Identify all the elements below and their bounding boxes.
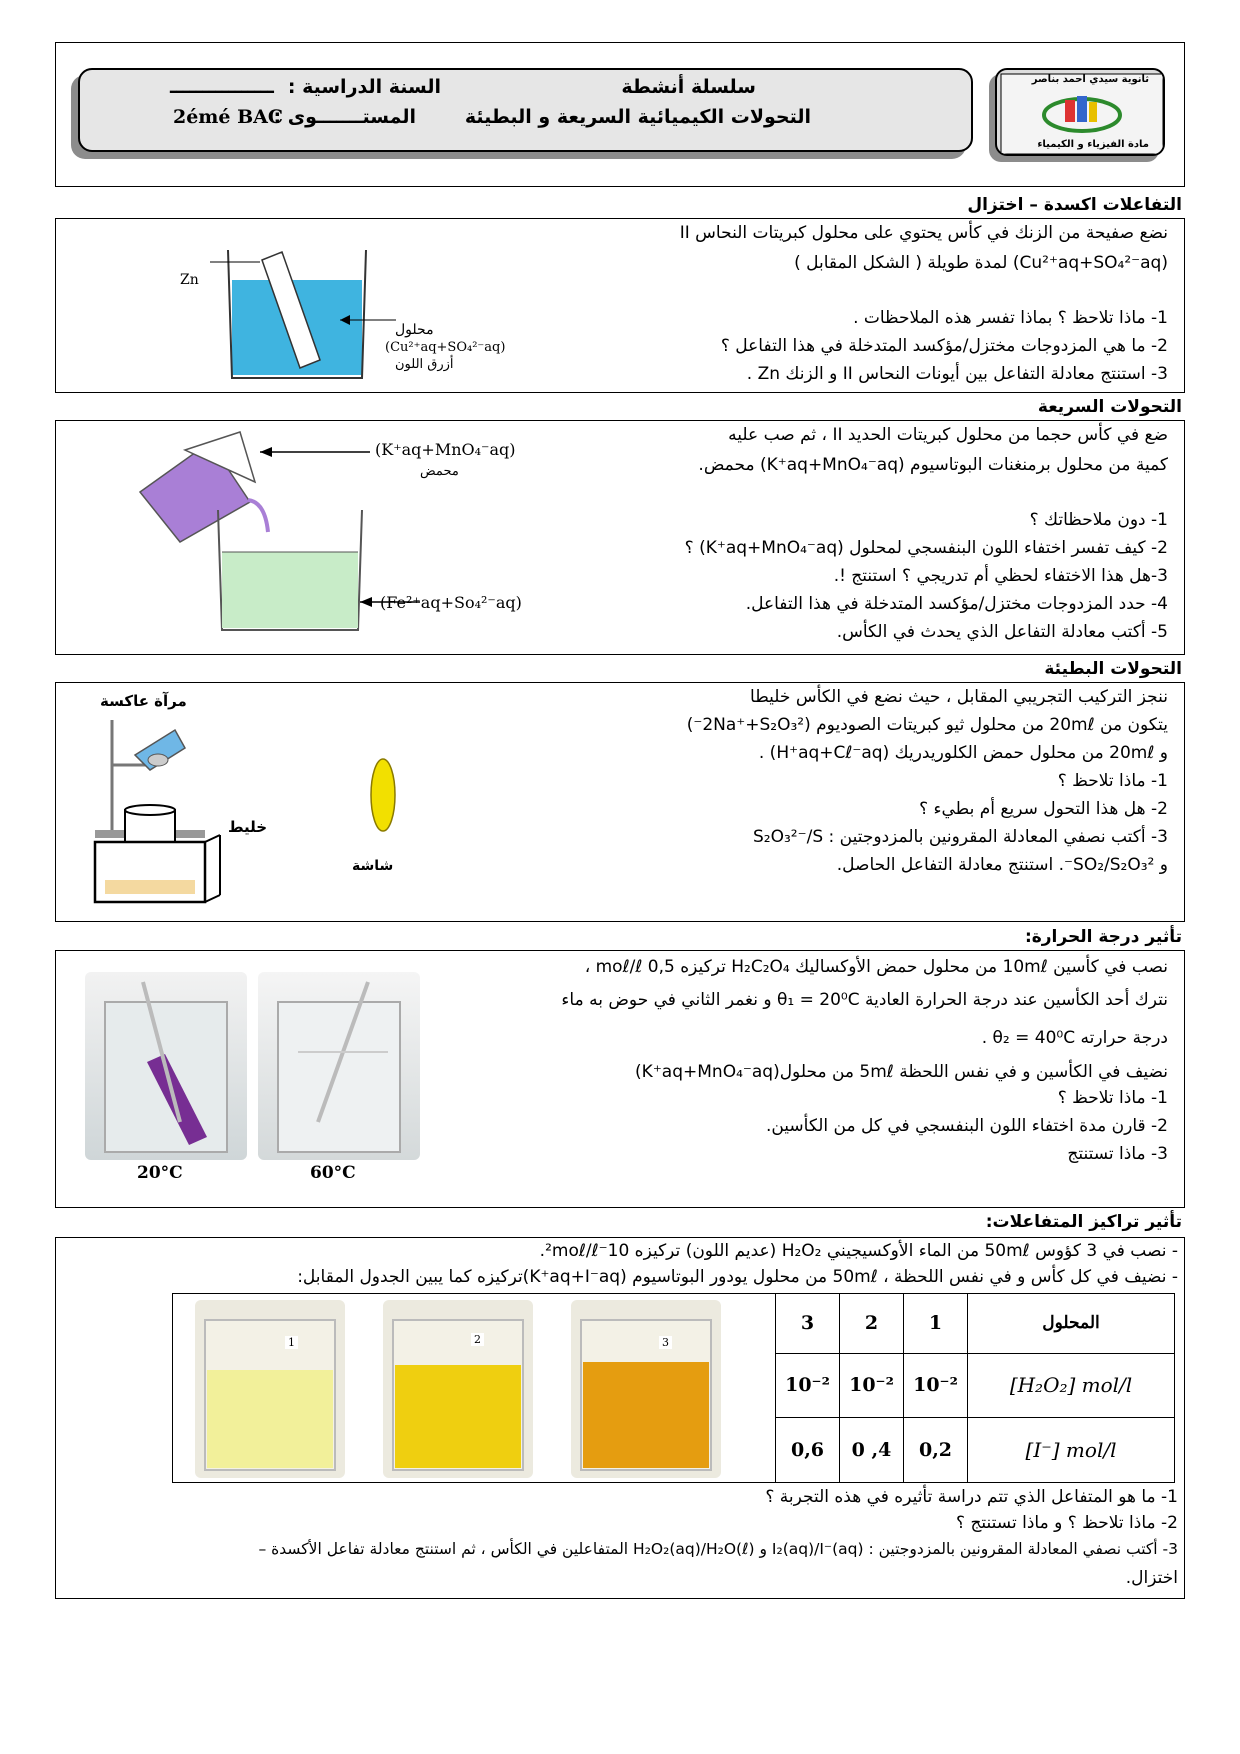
level-value: 2émé BAC — [173, 106, 284, 128]
table-cell: 10⁻² — [904, 1353, 968, 1418]
s2-question: 2- كيف تفسر اختفاء اللون البنفسجي لمحلول (K⁺aq+MnO₄⁻aq) ؟ — [684, 538, 1168, 558]
zinc-beaker-figure — [170, 240, 560, 390]
zn-label: Zn — [180, 272, 199, 288]
table-cell: 0 ,4 — [840, 1418, 904, 1483]
school-year-blank: ــــــــــــــــ — [170, 76, 274, 98]
s3-question: و SO₂/S₂O₃²⁻. استنتج معادلة التفاعل الحاصل. — [836, 855, 1168, 875]
section1-title: التفاعلات اكسدة – اختزال — [967, 195, 1182, 215]
topic-title: التحولات الكيميائية السريعة و البطيئة — [464, 106, 811, 128]
s1-question: 1- ماذا تلاحظ ؟ بماذا تفسر هذه الملاحظات . — [853, 308, 1168, 328]
logo-subject-name: مادة الفيزياء و الكيمياء — [1037, 139, 1149, 150]
permanganate-pour-figure — [130, 422, 522, 652]
table-cell: 0,6 — [776, 1418, 840, 1483]
beaker-photo-20c — [85, 972, 247, 1160]
s5-intro: - نضيف في كل كأس و في نفس اللحظة ، 50mℓ من محلول يودور البوتاسيوم (K⁺aq+I⁻aq)تركيزه كما يبين الجدول المقابل: — [297, 1267, 1178, 1287]
s3-question: 2- هل هذا التحول سريع أم بطيء ؟ — [919, 799, 1168, 819]
table-cell: [I⁻] mol/l — [968, 1418, 1175, 1483]
acidified-note: محمض — [420, 464, 459, 479]
series-title: سلسلة أنشطة — [621, 76, 756, 98]
table-header-cell: المحلول — [968, 1294, 1175, 1354]
s2-question: 3-هل هذا الاختفاء لحظي أم تدريجي ؟ استنتج !. — [833, 566, 1168, 586]
mirror-label: مرآة عاكسة — [100, 692, 187, 710]
s2-question: 1- دون ملاحظاتك ؟ — [1029, 510, 1168, 530]
title-banner — [78, 68, 973, 152]
beaker-photo-60c — [258, 972, 420, 1160]
table-cell: 0,2 — [904, 1418, 968, 1483]
photo-label-60c: 60°C — [310, 1163, 356, 1183]
s4-line: نترك أحد الكأسين عند درجة الحرارة العادية θ₁ = 20⁰C و نغمر الثاني في حوض به ماء — [561, 990, 1168, 1010]
solution-color: أزرق اللون — [395, 357, 454, 372]
table-header-cell: 3 — [776, 1294, 840, 1354]
table-row — [776, 1418, 1175, 1483]
s5-question: 2- ماذا تلاحظ ؟ و ماذا تستنتج ؟ — [956, 1513, 1178, 1533]
s2-question: 4- حدد المزدوجات مختزل/مؤكسد المتدخلة في هذا التفاعل. — [745, 594, 1168, 614]
solution-formula: (Cu²⁺aq+SO₄²⁻aq) — [385, 340, 506, 355]
school-logo — [995, 68, 1165, 156]
s1-question: 3- استنتج معادلة التفاعل بين أيونات النحاس II و الزنك Zn . — [746, 364, 1168, 384]
s4-question: 3- ماذا تستنتج — [1067, 1144, 1168, 1164]
s1-line: نضع صفيحة من الزنك في كأس يحتوي على محلول كبريتات النحاس II — [679, 223, 1168, 243]
s4-line: نصب في كأسين 10mℓ من محلول حمض الأوكساليك H₂C₂O₄ تركيزه 0,5 moℓ/ℓ ، — [584, 957, 1168, 977]
s4-question: 2- قارن مدة اختفاء اللون البنفسجي في كل من الكأسين. — [765, 1116, 1168, 1136]
level-label: المستـــــــوى : — [273, 106, 416, 128]
table-cell: [H₂O₂] mol/l — [968, 1353, 1175, 1418]
solution-label: محلول — [395, 322, 434, 338]
s2-line: كمية من محلول برمنغنات البوتاسيوم (K⁺aq+MnO₄⁻aq) محمض. — [698, 455, 1168, 475]
school-year-label: السنة الدراسية : — [287, 76, 441, 98]
table-header-cell: 1 — [904, 1294, 968, 1354]
beaker-photo-1 — [195, 1300, 345, 1478]
permanganate-formula: (K⁺aq+MnO₄⁻aq) — [375, 440, 516, 459]
table-cell: 10⁻² — [776, 1353, 840, 1418]
photo-label-20c: 20°C — [137, 1163, 183, 1183]
s5-question: 3- أكتب نصفي المعادلة المقرونين بالمزدوجتين : I₂(aq)/I⁻(aq) و H₂O₂(aq)/H₂O(ℓ) المتفاعلين في الكأس ، ثم استنتج معادلة تفاعل الأكسدة – — [258, 1540, 1178, 1558]
logo-school-name: ثانوية سيدي احمد بناصر — [1031, 74, 1149, 85]
s3-line: يتكون من 20mℓ من محلول ثيو كبريتات الصوديوم (2Na⁺+S₂O₃²⁻) — [686, 715, 1168, 735]
concentration-table — [775, 1293, 1175, 1483]
section3-title: التحولات البطيئة — [1044, 659, 1182, 679]
slow-reaction-setup-figure — [90, 690, 430, 920]
mixture-label: خليط — [228, 818, 268, 836]
beaker-photo-2 — [383, 1300, 533, 1478]
s5-intro: - نصب في 3 كؤوس 50mℓ من الماء الأوكسيجيني H₂O₂ (عديم اللون) تركيزه 10⁻²moℓ/ℓ. — [539, 1241, 1178, 1261]
s5-question: 1- ما هو المتفاعل الذي تتم دراسة تأثيره في هذه التجربة ؟ — [765, 1487, 1178, 1507]
table-row — [776, 1353, 1175, 1418]
section2-title: التحولات السريعة — [1037, 397, 1182, 417]
s3-question: 1- ماذا تلاحظ ؟ — [1057, 771, 1168, 791]
table-header-row — [776, 1294, 1175, 1354]
s4-line: نضيف في الكأسين و في نفس اللحظة 5mℓ من محلول(K⁺aq+MnO₄⁻aq) — [635, 1062, 1168, 1082]
s5-question: اختزال. — [1125, 1568, 1178, 1588]
beaker-number-2: 2 — [471, 1333, 484, 1346]
screen-label: شاشة — [352, 858, 394, 874]
section4-title: تأثير درجة الحرارة: — [1024, 927, 1182, 947]
beaker-number-3: 3 — [659, 1336, 672, 1349]
s2-line: ضع في كأس حجما من محلول كبريتات الحديد II ، ثم صب عليه — [728, 425, 1168, 445]
s3-line: و 20mℓ من محلول حمض الكلوريدريك (H⁺aq+Cℓ⁻aq) . — [758, 743, 1168, 763]
s4-line: درجة حرارته θ₂ = 40⁰C . — [981, 1028, 1168, 1048]
s3-question: 3- أكتب نصفي المعادلة المقرونين بالمزدوجتين : S₂O₃²⁻/S — [753, 827, 1168, 847]
iron-sulfate-formula: (Fe²⁺aq+So₄²⁻aq) — [380, 593, 522, 612]
table-cell: 10⁻² — [840, 1353, 904, 1418]
s3-line: ننجز التركيب التجريبي المقابل ، حيث نضع في الكأس خليطا — [750, 687, 1168, 707]
s2-question: 5- أكتب معادلة التفاعل الذي يحدث في الكأس. — [836, 622, 1168, 642]
table-header-cell: 2 — [840, 1294, 904, 1354]
beaker-number-1: 1 — [285, 1336, 298, 1349]
s1-question: 2- ما هي المزدوجات مختزل/مؤكسد المتدخلة في هذا التفاعل ؟ — [720, 336, 1168, 356]
beaker-photo-3 — [571, 1300, 721, 1478]
s1-line: (Cu²⁺aq+SO₄²⁻aq) لمدة طويلة ( الشكل المقابل ) — [794, 253, 1168, 273]
section5-title: تأثير تراكيز المتفاعلات: — [985, 1212, 1182, 1232]
s4-question: 1- ماذا تلاحظ ؟ — [1057, 1088, 1168, 1108]
